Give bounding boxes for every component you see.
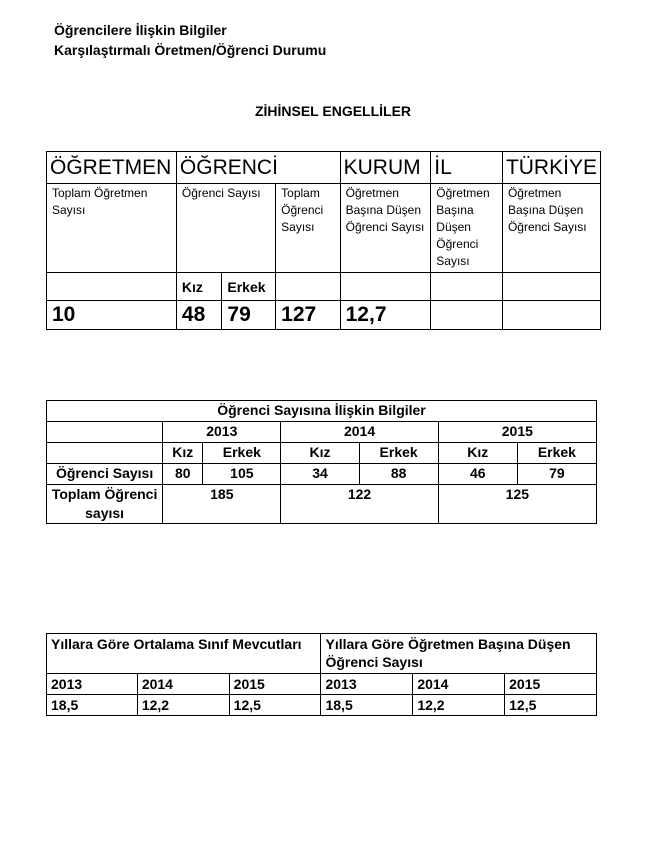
student-count-table [46, 400, 597, 524]
subheader-il-oran: Öğretmen Başına Düşen Öğrenci Sayısı [431, 184, 503, 273]
empty-cell [47, 422, 163, 443]
table-row [47, 485, 597, 524]
header-il: İL [431, 152, 503, 184]
year-header: 2014 [281, 422, 438, 443]
total-cell: 185 [163, 485, 281, 524]
value-toplam: 127 [276, 301, 340, 330]
value-cell: 12,5 [229, 695, 321, 716]
year-header: 2015 [505, 674, 597, 695]
value-kiz: 48 [176, 301, 221, 330]
year-header: 2015 [229, 674, 321, 695]
value-turkiye [502, 301, 600, 330]
empty-cell [47, 443, 163, 464]
year-header: 2013 [47, 674, 138, 695]
table-row [47, 273, 601, 301]
gender-erkek: Erkek [203, 443, 281, 464]
year-header: 2014 [137, 674, 229, 695]
yearly-averages-table [46, 633, 597, 716]
value-cell: 105 [203, 464, 281, 485]
value-cell: 18,5 [321, 695, 413, 716]
header-turkiye: TÜRKİYE [502, 152, 600, 184]
table-title: Öğrenci Sayısına İlişkin Bilgiler [47, 401, 597, 422]
value-cell: 80 [163, 464, 203, 485]
value-ogretmen: 10 [47, 301, 177, 330]
header-ogretmen: ÖĞRETMEN [47, 152, 177, 184]
value-il [431, 301, 503, 330]
right-title: Yıllara Göre Öğretmen Başına Düşen Öğrenci Sayısı [321, 634, 597, 674]
left-title: Yıllara Göre Ortalama Sınıf Mevcutları [47, 634, 321, 674]
gender-kiz: Kız [163, 443, 203, 464]
table-row [47, 464, 597, 485]
total-cell: 125 [438, 485, 596, 524]
value-cell: 18,5 [47, 695, 138, 716]
table-row [47, 695, 597, 716]
teacher-student-table [46, 151, 601, 330]
header-ogrenci: ÖĞRENCİ [176, 152, 340, 184]
row-label: Öğrenci Sayısı [47, 464, 163, 485]
row-label: Toplam Öğrenci sayısı [47, 485, 163, 524]
gender-erkek: Erkek [517, 443, 596, 464]
subheader-kurum-oran: Öğretmen Başına Düşen Öğrenci Sayısı [340, 184, 431, 273]
table-row [47, 443, 597, 464]
empty-cell [502, 273, 600, 301]
value-cell: 12,2 [413, 695, 505, 716]
table-row [47, 634, 597, 674]
value-erkek: 79 [222, 301, 276, 330]
empty-cell [431, 273, 503, 301]
gender-erkek: Erkek [359, 443, 438, 464]
year-header: 2013 [163, 422, 281, 443]
table-row [47, 422, 597, 443]
year-header: 2013 [321, 674, 413, 695]
value-cell: 34 [281, 464, 359, 485]
table-row [47, 152, 601, 184]
header-kurum: KURUM [340, 152, 431, 184]
gender-kiz: Kız [438, 443, 517, 464]
gender-erkek: Erkek [222, 273, 276, 301]
value-cell: 88 [359, 464, 438, 485]
empty-cell [47, 273, 177, 301]
table-row [47, 301, 601, 330]
subheader-turkiye-oran: Öğretmen Başına Düşen Öğrenci Sayısı [502, 184, 600, 273]
value-kurum: 12,7 [340, 301, 431, 330]
gender-kiz: Kız [281, 443, 359, 464]
value-cell: 12,5 [505, 695, 597, 716]
heading-line2: Karşılaştırmalı Öretmen/Öğrenci Durumu [54, 42, 327, 58]
year-header: 2015 [438, 422, 596, 443]
value-cell: 12,2 [137, 695, 229, 716]
section-title: ZİHİNSEL ENGELLİLER [254, 103, 412, 119]
gender-kiz: Kız [176, 273, 221, 301]
subheader-toplam-ogretmen: Toplam Öğretmen Sayısı [47, 184, 177, 273]
total-cell: 122 [281, 485, 438, 524]
year-header: 2014 [413, 674, 505, 695]
subheader-ogrenci-sayisi: Öğrenci Sayısı [176, 184, 275, 273]
value-cell: 46 [438, 464, 517, 485]
empty-cell [340, 273, 431, 301]
table-row [47, 674, 597, 695]
subheader-toplam-ogrenci: Toplam Öğrenci Sayısı [276, 184, 340, 273]
heading-line1: Öğrencilere İlişkin Bilgiler [54, 22, 227, 38]
value-cell: 79 [517, 464, 596, 485]
table-row [47, 401, 597, 422]
table-row [47, 184, 601, 273]
empty-cell [276, 273, 340, 301]
